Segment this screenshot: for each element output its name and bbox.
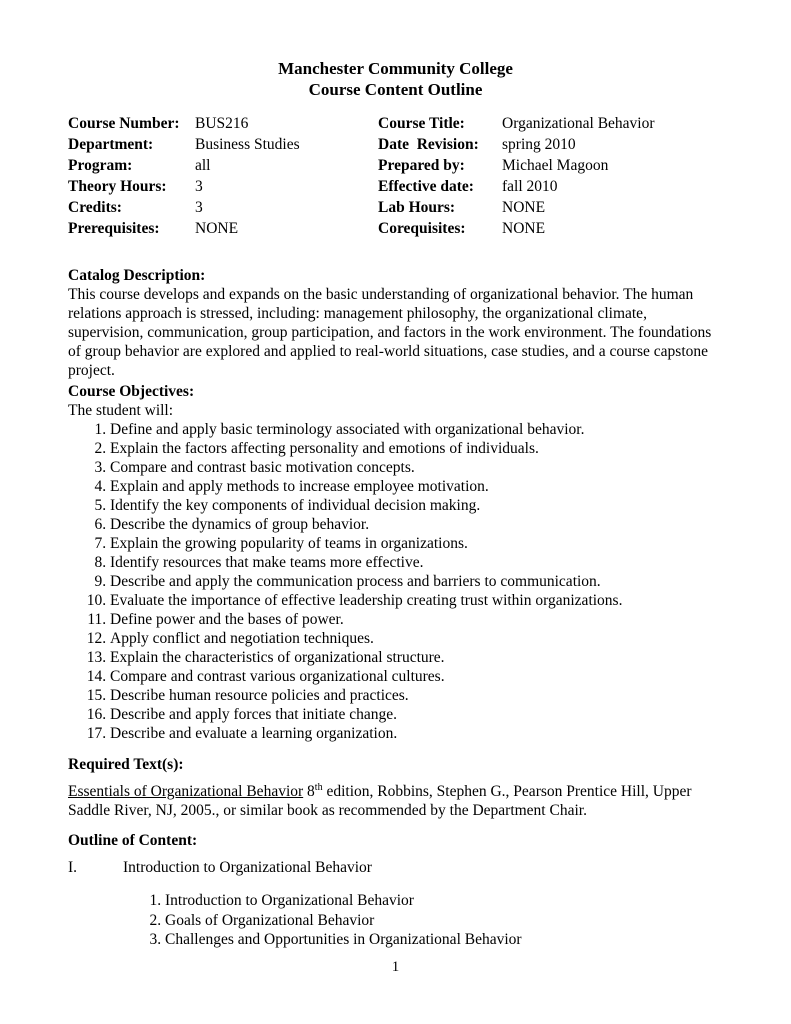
info-value-prerequisites: NONE xyxy=(195,220,239,237)
objective-item: 14. Compare and contrast various organizational cultures. xyxy=(110,667,723,686)
info-label-course-title: Course Title: xyxy=(378,115,465,132)
outline-subitems-list xyxy=(143,891,723,950)
info-label-prerequisites: Prerequisites: xyxy=(68,220,160,237)
info-label-department: Department: xyxy=(68,136,154,153)
book-citation-rest: edition, Robbins, Stephen G., Pearson Prentice Hill, Upper Saddle River, NJ, 2005., or similar book as recommended by the Department Chair. xyxy=(68,783,692,819)
document-header xyxy=(68,58,723,100)
book-title: Essentials of Organizational Behavior xyxy=(68,783,304,800)
objective-item: 4. Explain and apply methods to increase employee motivation. xyxy=(110,477,723,496)
objective-item: 3. Compare and contrast basic motivation concepts. xyxy=(110,458,723,477)
objective-item: 12. Apply conflict and negotiation techniques. xyxy=(110,629,723,648)
info-value-program: all xyxy=(195,157,211,174)
objectives-list xyxy=(88,420,723,743)
objective-item: 17. Describe and evaluate a learning organization. xyxy=(110,724,723,743)
required-text-heading: Required Text(s): xyxy=(68,756,184,773)
outline-section-title: Introduction to Organizational Behavior xyxy=(123,859,372,876)
course-info-table xyxy=(68,116,723,237)
info-value-date-revision: spring 2010 xyxy=(502,136,576,153)
info-value-lab-hours: NONE xyxy=(502,199,546,216)
document-title: Course Content Outline xyxy=(308,80,483,99)
required-text-body xyxy=(68,782,723,820)
catalog-description-body: This course develops and expands on the basic understanding of organizational behavior. The human relations approach is stressed, including: management philosophy, the organizational climate, supervision, communication, group participation, and factors in the work environment. The foundations of group behavior are explored and applied to real-world situations, case studies, and a course capstone project. xyxy=(68,286,712,379)
info-label-date-revision: Date Revision: xyxy=(378,136,479,153)
info-label-prepared-by: Prepared by: xyxy=(378,157,465,174)
outline-heading: Outline of Content: xyxy=(68,832,198,849)
objective-item: 8. Identify resources that make teams more effective. xyxy=(110,553,723,572)
info-value-theory-hours: 3 xyxy=(195,178,203,195)
objective-item: 5. Identify the key components of individual decision making. xyxy=(110,496,723,515)
info-value-prepared-by: Michael Magoon xyxy=(502,157,609,174)
info-label-corequisites: Corequisites: xyxy=(378,220,466,237)
info-value-department: Business Studies xyxy=(195,136,300,153)
outline-section-row xyxy=(68,858,723,877)
course-objectives-section xyxy=(68,382,723,743)
objective-item: 16. Describe and apply forces that initiate change. xyxy=(110,705,723,724)
objective-item: 13. Explain the characteristics of organizational structure. xyxy=(110,648,723,667)
info-label-effective-date: Effective date: xyxy=(378,178,474,195)
info-value-credits: 3 xyxy=(195,199,203,216)
catalog-description-section xyxy=(68,266,723,380)
info-label-course-number: Course Number: xyxy=(68,115,180,132)
objectives-intro: The student will: xyxy=(68,402,174,419)
outline-of-content-section xyxy=(68,831,723,950)
info-label-lab-hours: Lab Hours: xyxy=(378,199,456,216)
objective-item: 11. Define power and the bases of power. xyxy=(110,610,723,629)
course-objectives-heading: Course Objectives: xyxy=(68,383,195,400)
objective-item: 6. Describe the dynamics of group behavior. xyxy=(110,515,723,534)
objective-item: 9. Describe and apply the communication process and barriers to communication. xyxy=(110,572,723,591)
objective-item: 7. Explain the growing popularity of teams in organizations. xyxy=(110,534,723,553)
info-label-theory-hours: Theory Hours: xyxy=(68,178,167,195)
edition-number: 8 xyxy=(303,783,315,800)
edition-ordinal-suffix: th xyxy=(314,781,323,793)
outline-subitem: 1. Introduction to Organizational Behavior xyxy=(165,891,723,911)
objective-item: 10. Evaluate the importance of effective leadership creating trust within organizations. xyxy=(110,591,723,610)
college-title: Manchester Community College xyxy=(278,59,513,78)
info-value-course-title: Organizational Behavior xyxy=(502,115,655,132)
objective-item: 15. Describe human resource policies and practices. xyxy=(110,686,723,705)
required-text-section xyxy=(68,755,723,820)
page-number: 1 xyxy=(391,959,400,975)
info-value-corequisites: NONE xyxy=(502,220,546,237)
outline-section-numeral: I. xyxy=(68,859,78,876)
objective-item: 2. Explain the factors affecting personality and emotions of individuals. xyxy=(110,439,723,458)
objective-item: 1. Define and apply basic terminology associated with organizational behavior. xyxy=(110,420,723,439)
catalog-description-heading: Catalog Description: xyxy=(68,267,206,284)
info-label-program: Program: xyxy=(68,157,133,174)
info-value-effective-date: fall 2010 xyxy=(502,178,558,195)
outline-subitem: 3. Challenges and Opportunities in Organizational Behavior xyxy=(165,930,723,950)
info-value-course-number: BUS216 xyxy=(195,115,249,132)
info-label-credits: Credits: xyxy=(68,199,122,216)
outline-subitem: 2. Goals of Organizational Behavior xyxy=(165,911,723,931)
